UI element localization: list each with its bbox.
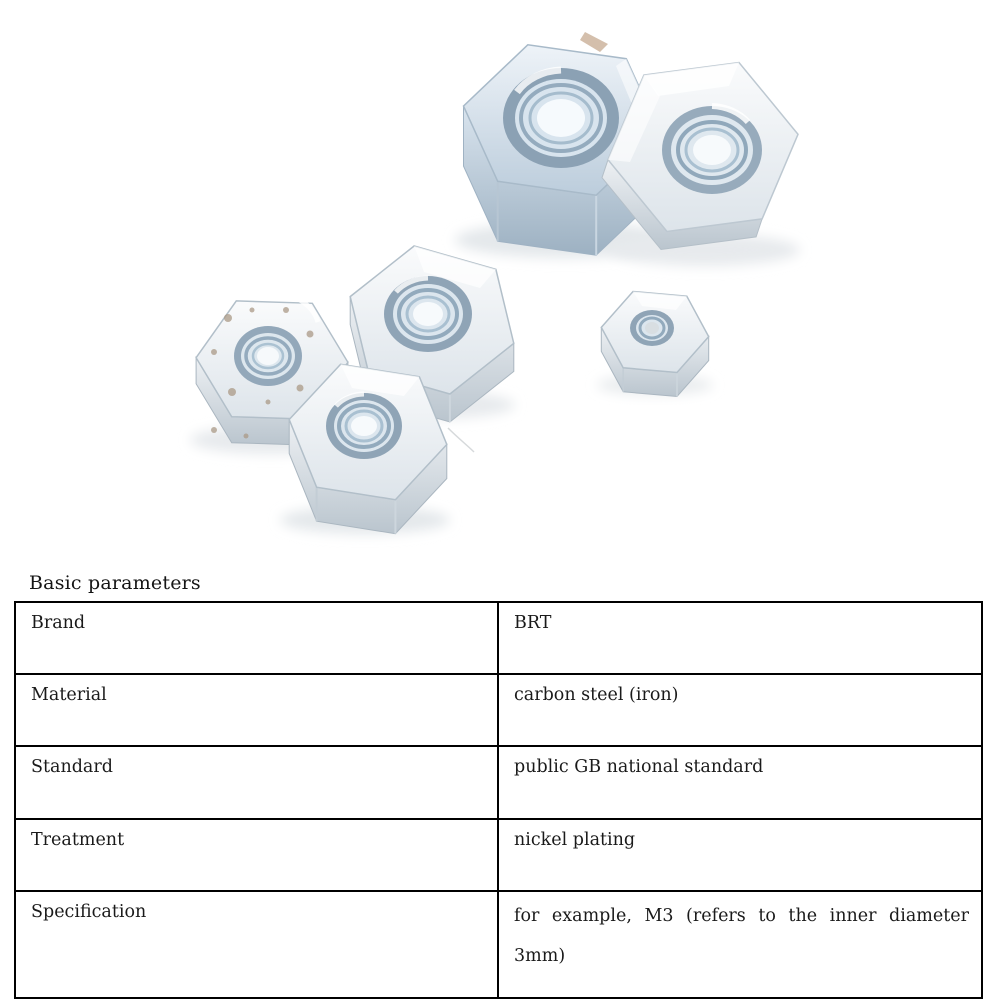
table-row-brand <box>15 602 982 674</box>
table-row-material <box>15 674 982 746</box>
specification-value-cell: for example, M3 (refers to the inner diameter 3mm) <box>498 891 982 998</box>
treatment-label-cell: Treatment <box>15 819 498 891</box>
hair-artifact <box>448 428 474 452</box>
treatment-value-cell: nickel plating <box>498 819 982 891</box>
material-label-cell: Material <box>15 674 498 746</box>
specification-label-cell: Specification <box>15 891 498 998</box>
standard-label-cell: Standard <box>15 746 498 819</box>
table-row-standard <box>15 746 982 819</box>
section-heading: Basic parameters <box>29 572 201 594</box>
table-row-specification <box>15 891 982 998</box>
standard-value-cell: public GB national standard <box>498 746 982 819</box>
material-value-cell: carbon steel (iron) <box>498 674 982 746</box>
table-row-treatment <box>15 819 982 891</box>
brand-label-cell: Brand <box>15 602 498 674</box>
spec-table <box>14 601 983 999</box>
brand-value-cell: BRT <box>498 602 982 674</box>
